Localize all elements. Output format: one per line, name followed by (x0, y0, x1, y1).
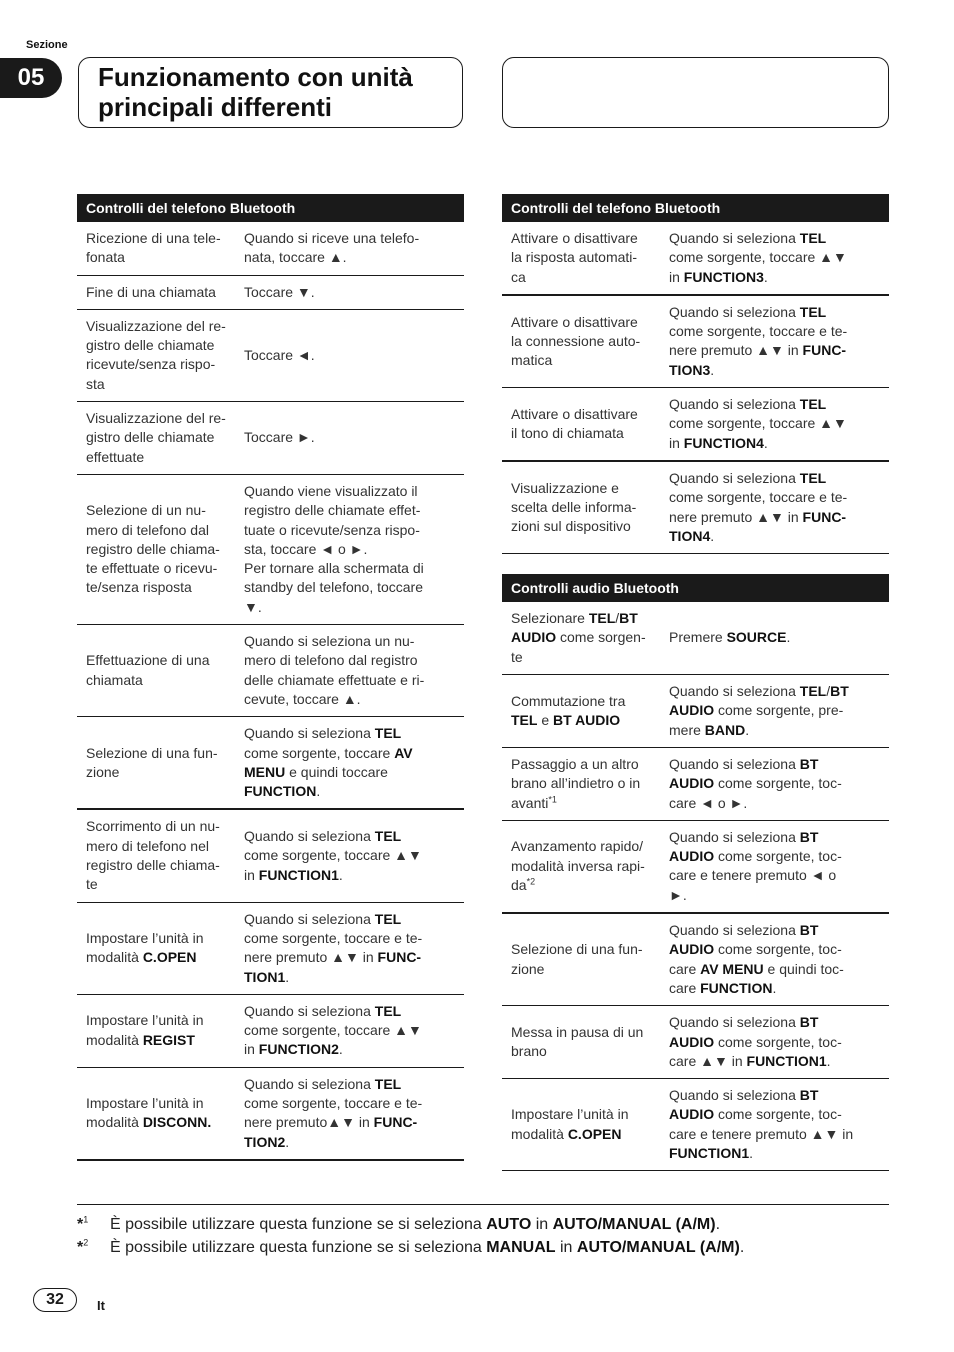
footnote-text: È possibile utilizzare questa funzione se si seleziona AUTO in AUTO/MANUAL (A/M). (110, 1216, 721, 1233)
page-title-box (78, 57, 463, 128)
row-operation-cell: Quando si seleziona TEL come sorgente, toccare ▲▼ in FUNCTION3. (669, 230, 847, 285)
row-function-cell: Passaggio a un altro brano all’indietro o in avanti$^{*1}$ (511, 755, 641, 811)
row-operation-cell: Quando si seleziona TEL come sorgente, toccare e te- nere premuto ▲▼ in FUNC- TION3. (669, 303, 848, 378)
row-operation-cell: Quando si riceve una telefo- nata, toccare ▲. (244, 230, 420, 266)
row-function-cell: Attivare o disattivare la risposta automati- ca (511, 230, 638, 285)
table-phone-controls-left (77, 194, 464, 1161)
table-header: Controlli del telefono Bluetooth (502, 194, 889, 222)
row-function-cell: Selezione di una fun- zione (511, 941, 643, 977)
row-function-cell: Attivare o disattivare il tono di chiamata (511, 405, 638, 442)
right-column (502, 194, 889, 1171)
row-operation-cell: Quando si seleziona BT AUDIO come sorgente, toc- care ◄ o ►. (669, 755, 842, 811)
left-column (77, 194, 464, 1161)
row-function-cell: Attivare o disattivare la connessione auto- matica (511, 313, 641, 369)
table-row (77, 810, 464, 902)
row-function-cell: Messa in pausa di un brano (511, 1023, 644, 1060)
row-operation-cell: Toccare ►. (244, 429, 315, 446)
table-header: Controlli audio Bluetooth (502, 574, 889, 602)
row-function-cell: Selezionare TEL/BT AUDIO come sorgen- te (511, 610, 646, 665)
row-operation-cell: Quando si seleziona BT AUDIO come sorgente, toc- care e tenere premuto ▲▼ in FUNCTION1. (669, 1087, 854, 1161)
table-row (502, 222, 889, 296)
row-function-cell: Scorrimento di un nu- mero di telefono nel registro delle chiama- te (86, 818, 220, 893)
row-operation-cell: Quando si seleziona TEL come sorgente, toccare ▲▼ in FUNCTION1. (244, 828, 422, 883)
row-operation-cell: Quando si seleziona BT AUDIO come sorgente, toc- care e tenere premuto ◄ o ►. (669, 828, 842, 903)
table-row (502, 914, 889, 1006)
table-row (77, 310, 464, 402)
row-function-cell: Effettuazione di una chiamata (86, 652, 210, 688)
table-row (77, 903, 464, 995)
footnote (77, 1236, 889, 1259)
table-phone-controls-right (502, 194, 889, 554)
row-operation-cell: Toccare ▼. (244, 283, 315, 300)
language-code: It (97, 1298, 105, 1313)
page-title-line1: Funzionamento con unità (98, 62, 413, 92)
table-row (502, 748, 889, 821)
page-number: 32 (33, 1288, 77, 1312)
table-row (77, 276, 464, 310)
row-function-cell: Avanzamento rapido/ modalità inversa rapi- $da^{*2}$ (511, 838, 645, 894)
table-row (502, 602, 889, 675)
row-function-cell: Impostare l’unità in modalità DISCONN. (86, 1094, 212, 1131)
row-function-cell: Impostare l’unità in modalità C.OPEN (511, 1106, 629, 1142)
row-operation-cell: Quando viene visualizzato il registro delle chiamate effet- tuate o ricevute/senza rispo- sta, toccare ◄ o ►. Per tornare alla schermata di standby del telefono, toccare ▼. (244, 482, 424, 615)
row-operation-cell: Quando si seleziona TEL come sorgente, toccare e te- nere premuto▲▼ in FUNC- TION2. (244, 1075, 423, 1150)
row-function-cell: Impostare l’unità in modalità REGIST (86, 1012, 204, 1048)
row-function-cell: Commutazione tra TEL e BT AUDIO (511, 692, 626, 728)
row-function-cell: Impostare l’unità in modalità C.OPEN (86, 929, 204, 966)
page-title (98, 62, 462, 122)
table-row (77, 995, 464, 1068)
row-operation-cell: Quando si seleziona BT AUDIO come sorgente, toc- care ▲▼ in FUNCTION1. (669, 1014, 842, 1069)
row-function-cell: Visualizzazione del re- gistro delle chiamate effettuate (86, 410, 226, 465)
footnote-divider (77, 1204, 889, 1205)
row-function-cell: Ricezione di una tele- fonata (86, 230, 221, 266)
table-row (502, 462, 889, 554)
row-function-cell: Selezione di una fun- zione (86, 744, 218, 780)
table-row (77, 625, 464, 717)
table-row (77, 475, 464, 625)
table-row (77, 717, 464, 810)
table-row (77, 402, 464, 475)
section-label: Sezione (26, 39, 68, 51)
table-row (502, 1079, 889, 1171)
footnote-marker: *$^2$ (77, 1237, 89, 1256)
page-title-line2: principali differenti (98, 92, 333, 122)
footnotes (77, 1213, 889, 1259)
footnote-text: È possibile utilizzare questa funzione se si seleziona MANUAL in AUTO/MANUAL (A/M). (110, 1239, 745, 1256)
table-row (502, 1006, 889, 1079)
row-operation-cell: Quando si seleziona TEL come sorgente, toccare e te- nere premuto ▲▼ in FUNC- TION4. (669, 469, 848, 544)
row-operation-cell: Toccare ◄. (244, 346, 315, 363)
row-operation-cell: Quando si seleziona TEL come sorgente, toccare e te- nere premuto ▲▼ in FUNC- TION1. (244, 910, 423, 985)
row-function-cell: Visualizzazione e scelta delle informa- zioni sul dispositivo (511, 479, 637, 535)
empty-header-box (502, 57, 889, 128)
row-function-cell: Fine di una chiamata (86, 283, 216, 300)
row-operation-cell: Quando si seleziona BT AUDIO come sorgente, toc- care AV MENU e quindi toc- care FUNCTION. (669, 922, 844, 996)
section-number-badge: 05 (0, 58, 62, 98)
footnote (77, 1213, 889, 1236)
row-operation-cell: Quando si seleziona TEL come sorgente, toccare ▲▼ in FUNCTION4. (669, 396, 847, 451)
table-row (502, 675, 889, 748)
table-audio-controls (502, 574, 889, 1171)
row-function-cell: Visualizzazione del re- gistro delle chiamate ricevute/senza rispo- sta (86, 317, 226, 392)
row-operation-cell: Quando si seleziona TEL come sorgente, toccare ▲▼ in FUNCTION2. (244, 1002, 422, 1058)
table-row (77, 1068, 464, 1161)
row-operation-cell: Quando si seleziona TEL/BT AUDIO come sorgente, pre- mere BAND. (669, 683, 849, 738)
table-header: Controlli del telefono Bluetooth (77, 194, 464, 222)
row-operation-cell: Quando si seleziona TEL come sorgente, toccare AV MENU e quindi toccare FUNCTION. (244, 725, 413, 800)
table-row (502, 388, 889, 462)
row-function-cell: Selezione di un nu- mero di telefono dal registro delle chiama- te effettuate o ricevu- te/senza risposta (86, 502, 220, 596)
table-row (77, 222, 464, 276)
footnote-marker: *$^1$ (77, 1214, 89, 1233)
table-row (502, 821, 889, 914)
row-operation-cell: Quando si seleziona un nu- mero di telefono dal registro delle chiamate effettuate e ri- cevute, toccare ▲. (244, 633, 425, 707)
row-operation-cell: Premere SOURCE. (669, 629, 791, 646)
table-row (502, 296, 889, 388)
